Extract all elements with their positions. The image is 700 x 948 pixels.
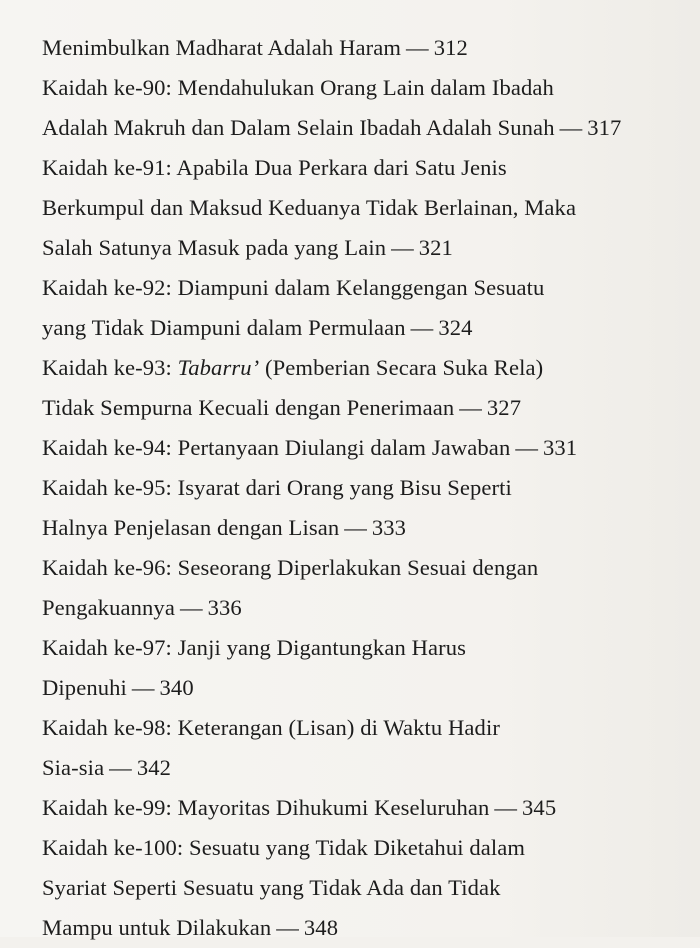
page-number: 317 [587, 115, 622, 140]
toc-line: Kaidah ke-96: Seseorang Diperlakukan Sesuai dengan [42, 555, 539, 580]
toc-line: Syariat Seperti Sesuatu yang Tidak Ada dan Tidak [42, 875, 501, 900]
italic-term: Tabarru’ [177, 355, 260, 380]
page-number: 336 [207, 595, 242, 620]
toc-line: Kaidah ke-100: Sesuatu yang Tidak Diketahui dalam [42, 835, 526, 860]
toc-line: Dipenuhi — 340 [42, 675, 194, 700]
page-number: 321 [418, 235, 453, 260]
page-number: 324 [438, 315, 473, 340]
toc-line: Kaidah ke-95: Isyarat dari Orang yang Bisu Seperti [42, 475, 512, 500]
toc-entry [42, 708, 676, 788]
toc-entry [42, 268, 676, 348]
toc-line: Kaidah ke-93: Tabarru’ (Pemberian Secara Suka Rela) [42, 355, 544, 380]
toc-line: Sia-sia — 342 [42, 755, 172, 780]
toc-line: Kaidah ke-90: Mendahulukan Orang Lain dalam Ibadah [42, 75, 554, 100]
toc-entry [42, 148, 676, 268]
page-number: 348 [303, 915, 339, 940]
toc-line: Halnya Penjelasan dengan Lisan — 333 [42, 515, 407, 540]
toc-entry [42, 68, 676, 148]
toc-line: Kaidah ke-99: Mayoritas Dihukumi Keseluruhan — 345 [42, 795, 557, 820]
toc-line: Menimbulkan Madharat Adalah Haram — 312 [42, 35, 468, 60]
toc-line: Berkumpul dan Maksud Keduanya Tidak Berlainan, Maka [42, 195, 577, 220]
toc-line: Adalah Makruh dan Dalam Selain Ibadah Adalah Sunah — 317 [42, 115, 622, 140]
toc-entry [42, 468, 676, 548]
toc-entry [42, 788, 676, 828]
toc-line: Kaidah ke-94: Pertanyaan Diulangi dalam Jawaban — 331 [42, 435, 578, 460]
toc-line: Mampu untuk Dilakukan — 348 [42, 915, 339, 940]
toc-entry [42, 828, 676, 948]
toc-entry [42, 28, 676, 68]
toc-entry [42, 628, 676, 708]
page-number: 327 [486, 395, 522, 420]
page-number: 340 [159, 675, 194, 700]
toc-entry [42, 348, 676, 428]
page-number: 312 [433, 35, 468, 60]
toc-line: Kaidah ke-91: Apabila Dua Perkara dari Satu Jenis [42, 155, 507, 180]
toc-line: Tidak Sempurna Kecuali dengan Penerimaan — 327 [42, 395, 522, 420]
toc-entry [42, 428, 676, 468]
page-number: 333 [371, 515, 407, 540]
toc-line: Kaidah ke-92: Diampuni dalam Kelanggengan Sesuatu [42, 275, 545, 300]
toc-entry [42, 548, 676, 628]
page-number: 342 [136, 755, 172, 780]
page-number: 331 [542, 435, 578, 460]
toc-line: Pengakuannya — 336 [42, 595, 242, 620]
table-of-contents [42, 28, 676, 948]
toc-line: yang Tidak Diampuni dalam Permulaan — 324 [42, 315, 473, 340]
toc-line: Kaidah ke-98: Keterangan (Lisan) di Waktu Hadir [42, 715, 500, 740]
toc-line: Kaidah ke-97: Janji yang Digantungkan Harus [42, 635, 467, 660]
toc-line: Salah Satunya Masuk pada yang Lain — 321 [42, 235, 453, 260]
page-number: 345 [522, 795, 557, 820]
